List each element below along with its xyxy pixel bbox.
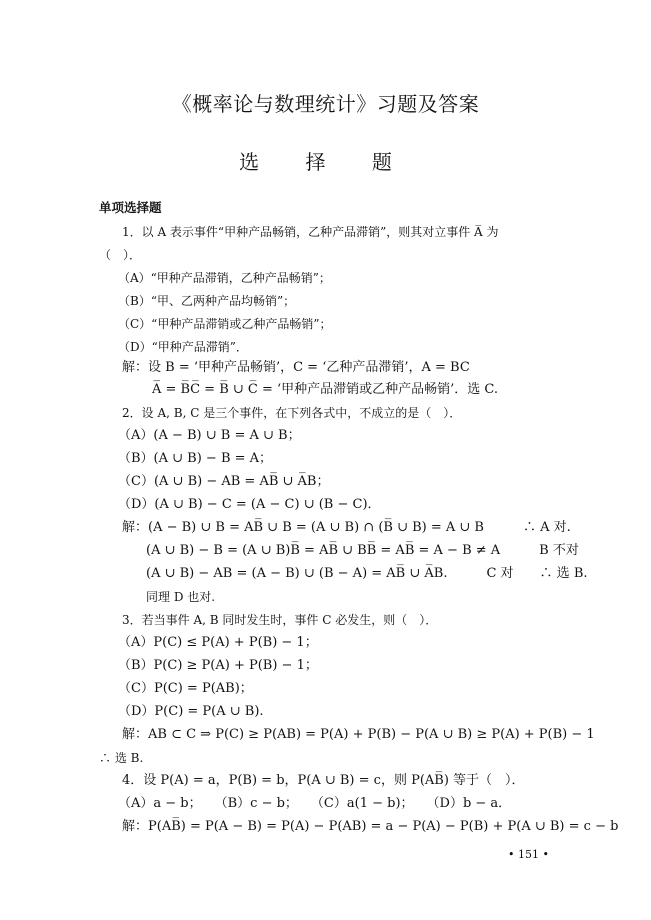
question-2-stem: 2．设 A, B, C 是三个事件，在下列各式中，不成立的是（ ）． [122, 406, 462, 420]
question-1-solution-line-2: A̅ = B̅C̅ = B̅ ∪ C̅ = ‘甲种产品滞销或乙种产品畅销’．选 C. [152, 382, 499, 397]
question-1-option-b: （B）“甲、乙两种产品均畅销”； [118, 294, 296, 308]
question-2-solution-line-2: (A ∪ B) − B = (A ∪ B)B̅ = AB̅ ∪ BB̅ = AB̅ = A − B ≠ A B 不对 [146, 543, 579, 558]
page-number: • 151 • [508, 848, 549, 861]
question-3-option-d: （D）P(C) = P(A ∪ B). [118, 704, 264, 719]
question-2-option-c: （C）(A ∪ B) − AB = AB̅ ∪ A̅B； [118, 474, 330, 489]
question-4-options: （A）a − b； （B）c − b； （C）a(1 − b)； （D）b − a． [118, 796, 512, 811]
question-3-option-b: （B）P(C) ≥ P(A) + P(B) − 1； [118, 658, 318, 673]
question-1-blank: （ ）． [99, 248, 142, 262]
question-1-option-a: （A）“甲种产品滞销，乙种产品畅销”； [118, 271, 331, 285]
document-subtitle: 选 择 题 [239, 150, 412, 174]
question-3-stem: 3．若当事件 A, B 同时发生时，事件 C 必发生，则（ ）． [122, 613, 438, 627]
question-2-solution-line-4: 同理 D 也对. [146, 590, 216, 604]
question-2-option-d: （D）(A ∪ B) − C = (A − C) ∪ (B − C)． [118, 497, 381, 512]
question-3-solution-line-1: 解：AB ⊂ C ⇒ P(C) ≥ P(AB) = P(A) + P(B) − P(A ∪ B) ≥ P(A) + P(B) − 1 [122, 727, 595, 742]
question-3-solution-line-2: ∴ 选 B. [99, 751, 144, 765]
section-heading: 单项选择题 [99, 200, 162, 215]
question-3-option-c: （C）P(C) = P(AB)； [118, 681, 253, 696]
question-1-option-d: （D）“甲种产品滞销”． [118, 340, 248, 354]
question-1-stem: 1．以 A 表示事件“甲种产品畅销，乙种产品滞销”，则其对立事件 A̅ 为 [122, 225, 499, 239]
question-3-option-a: （A）P(C) ≤ P(A) + P(B) − 1； [118, 635, 318, 650]
question-1-option-c: （C）“甲种产品滞销或乙种产品畅销”； [118, 317, 332, 331]
question-2-option-b: （B）(A ∪ B) − B = A； [118, 451, 273, 466]
question-2-solution-line-3: (A ∪ B) − AB = (A − B) ∪ (B − A) = AB̅ ∪ A̅B. C 对 ∴ 选 B. [146, 566, 588, 581]
question-1-solution-line-1: 解：设 B = ‘甲种产品畅销’，C = ‘乙种产品滞销’，A = BC [122, 360, 470, 375]
question-4-solution: 解：P(AB̅) = P(A − B) = P(A) − P(AB) = a − P(A) − P(B) + P(A ∪ B) = c − b [122, 819, 619, 834]
question-2-option-a: （A）(A − B) ∪ B = A ∪ B； [118, 428, 301, 443]
question-2-solution-line-1: 解：(A − B) ∪ B = AB̅ ∪ B = (A ∪ B) ∩ (B̅ ∪ B) = A ∪ B ∴ A 对. [122, 520, 571, 535]
question-4-stem: 4．设 P(A) = a，P(B) = b，P(A ∪ B) = c，则 P(AB̅) 等于（ ）． [122, 773, 525, 788]
document-title: 《概率论与数理统计》习题及答案 [171, 92, 480, 116]
